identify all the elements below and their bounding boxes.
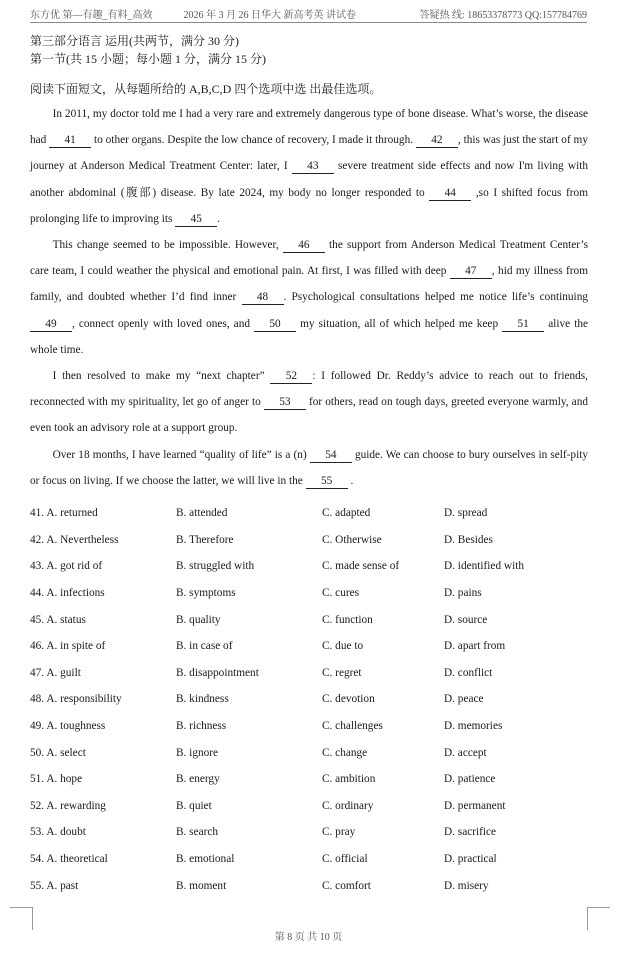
option-choice[interactable]: C. challenges <box>322 720 383 733</box>
section-title: 第三部分语言 运用(共两节，满分 30 分) <box>30 34 239 48</box>
option-choice[interactable]: B. in case of <box>176 640 233 653</box>
answer-options <box>30 500 590 899</box>
crop-mark-left <box>10 907 33 930</box>
cloze-passage <box>30 101 588 494</box>
question-row <box>30 819 590 846</box>
option-choice[interactable]: D. misery <box>444 879 489 892</box>
blank-52[interactable]: 52 <box>270 369 312 384</box>
option-choice[interactable]: C. due to <box>322 640 364 653</box>
option-choice[interactable]: D. permanent <box>444 799 506 812</box>
option-choice[interactable]: C. adapted <box>322 507 371 520</box>
option-choice[interactable]: D. apart from <box>444 640 506 653</box>
option-choice[interactable]: C. regret <box>322 666 362 679</box>
option-choice[interactable]: D. pains <box>444 587 482 600</box>
option-choice[interactable]: B. moment <box>176 879 227 892</box>
option-choice[interactable]: B. kindness <box>176 693 229 706</box>
option-choice[interactable]: D. conflict <box>444 666 493 679</box>
option-choice[interactable]: C. change <box>322 746 368 759</box>
passage-paragraph <box>30 363 588 442</box>
option-choice[interactable]: 52. A. rewarding <box>30 799 106 812</box>
blank-49[interactable]: 49 <box>30 317 72 332</box>
option-choice[interactable]: B. quality <box>176 613 221 626</box>
option-choice[interactable]: B. quiet <box>176 799 212 812</box>
option-choice[interactable]: D. identified with <box>444 560 525 573</box>
option-choice[interactable]: D. accept <box>444 746 487 759</box>
passage-text: . Psychological consultations helped me notice life’s continuing <box>283 291 588 304</box>
option-choice[interactable]: B. attended <box>176 507 228 520</box>
option-choice[interactable]: 45. A. status <box>30 613 86 626</box>
blank-55[interactable]: 55 <box>306 474 348 489</box>
option-choice[interactable]: B. symptoms <box>176 587 236 600</box>
option-choice[interactable]: 43. A. got rid of <box>30 560 103 573</box>
option-choice[interactable]: 47. A. guilt <box>30 666 81 679</box>
option-choice[interactable]: B. struggled with <box>176 560 255 573</box>
blank-48[interactable]: 48 <box>242 290 284 305</box>
option-choice[interactable]: 53. A. doubt <box>30 826 86 839</box>
question-row <box>30 766 590 793</box>
passage-text: to other organs. Despite the low chance of recovery, I made it through. <box>91 134 416 147</box>
option-choice[interactable]: B. disappointment <box>176 666 259 679</box>
question-row <box>30 553 590 580</box>
passage-paragraph <box>30 232 588 363</box>
question-row <box>30 713 590 740</box>
header-left-text: 东方优 第—有趣_有料_高效 <box>30 10 153 21</box>
option-choice[interactable]: 50. A. select <box>30 746 86 759</box>
option-choice[interactable]: 42. A. Nevertheless <box>30 533 119 546</box>
option-choice[interactable]: B. emotional <box>176 853 235 866</box>
question-row <box>30 686 590 713</box>
passage-text: I then resolved to make my “next chapter” <box>52 370 271 383</box>
passage-text: , hid my illness from family, and doubted whether I’d find inner <box>30 265 588 304</box>
question-row <box>30 660 590 687</box>
option-choice[interactable]: C. comfort <box>322 879 371 892</box>
passage-paragraph <box>30 442 588 494</box>
option-choice[interactable]: B. Therefore <box>176 533 234 546</box>
passage-text: Over 18 months, I have learned “quality of life” is a (n) <box>52 448 310 461</box>
option-choice[interactable]: C. pray <box>322 826 356 839</box>
option-choice[interactable]: D. Besides <box>444 533 493 546</box>
crop-mark-right <box>587 907 610 930</box>
header-exam-title: 2026 年 3 月 26 日华大 新高考英 讲试卷 <box>183 10 356 21</box>
passage-text: alive the whole time. <box>30 317 588 356</box>
option-choice[interactable]: D. practical <box>444 853 497 866</box>
option-choice[interactable]: D. sacrifice <box>444 826 497 839</box>
option-choice[interactable]: C. ambition <box>322 773 376 786</box>
blank-47[interactable]: 47 <box>450 264 492 279</box>
passage-text: for others, read on tough days, greeted everyone warmly, and even took an advisory role at a support group. <box>30 396 588 435</box>
option-choice[interactable]: C. official <box>322 853 368 866</box>
passage-text: : I followed Dr. Reddy’s advice to reach out to friends, reconnected with my spirituality, let go of anger to <box>30 370 588 409</box>
blank-51[interactable]: 51 <box>502 317 544 332</box>
passage-text: . <box>217 212 221 225</box>
blank-41[interactable]: 41 <box>49 133 91 148</box>
blank-45[interactable]: 45 <box>175 212 217 227</box>
passage-text: ,so I shifted focus from prolonging life to improving its <box>30 186 588 225</box>
option-choice[interactable]: 54. A. theoretical <box>30 853 108 866</box>
header-contact: 答疑热 线: 18653378773 QQ:157784769 <box>419 10 587 21</box>
blank-53[interactable]: 53 <box>264 395 306 410</box>
passage-text: In 2011, my doctor told me I had a very rare and extremely dangerous type of bone disease. What’s worse, the disease had <box>30 108 588 147</box>
option-choice[interactable]: D. spread <box>444 507 488 520</box>
option-choice[interactable]: B. search <box>176 826 219 839</box>
passage-paragraph <box>30 101 588 232</box>
blank-46[interactable]: 46 <box>283 238 325 253</box>
passage-text: guide. We can choose to bury ourselves in self-pity or focus on living. If we choose the latter, we will live in the <box>30 448 588 487</box>
question-row <box>30 606 590 633</box>
option-choice[interactable]: C. Otherwise <box>322 533 382 546</box>
passage-text: my situation, all of which helped me keep <box>296 317 503 330</box>
passage-text: , this was just the start of my journey at Anderson Medical Treatment Center: later, I <box>30 134 588 173</box>
page-header <box>30 6 587 23</box>
option-choice[interactable]: B. ignore <box>176 746 219 759</box>
option-choice[interactable]: 41. A. returned <box>30 507 98 520</box>
option-choice[interactable]: C. function <box>322 613 373 626</box>
page-number: 第 8 页 共 10 页 <box>274 932 343 943</box>
option-choice[interactable]: C. cures <box>322 587 360 600</box>
blank-42[interactable]: 42 <box>416 133 458 148</box>
option-choice[interactable]: 51. A. hope <box>30 773 83 786</box>
question-row <box>30 872 590 899</box>
option-choice[interactable]: D. patience <box>444 773 496 786</box>
option-choice[interactable]: 55. A. past <box>30 879 79 892</box>
question-row <box>30 793 590 820</box>
subsection-title: 第一节(共 15 小题；每小题 1 分，满分 15 分) <box>30 52 266 66</box>
blank-50[interactable]: 50 <box>254 317 296 332</box>
passage-text: the support from Anderson Medical Treatment Center’s care team, I could weather the physical and emotional pain. At first, I was filled with deep <box>30 239 588 278</box>
option-choice[interactable]: C. devotion <box>322 693 375 706</box>
option-choice[interactable]: C. ordinary <box>322 799 374 812</box>
question-row <box>30 500 590 527</box>
question-row <box>30 580 590 607</box>
passage-text: This change seemed to be impossible. However, <box>52 239 283 252</box>
question-row <box>30 846 590 873</box>
instruction: 阅读下面短文，从每题所给的 A,B,C,D 四个选项中选 出最佳选项。 <box>30 82 382 96</box>
question-row <box>30 739 590 766</box>
option-choice[interactable]: 44. A. infections <box>30 587 105 600</box>
passage-text: . <box>347 474 354 487</box>
option-choice[interactable]: 46. A. in spite of <box>30 640 106 653</box>
option-choice[interactable]: B. energy <box>176 773 220 786</box>
option-choice[interactable]: 49. A. toughness <box>30 720 106 733</box>
option-choice[interactable]: D. source <box>444 613 488 626</box>
option-choice[interactable]: D. memories <box>444 720 503 733</box>
passage-text: , connect openly with loved ones, and <box>72 317 255 330</box>
option-choice[interactable]: D. peace <box>444 693 484 706</box>
option-choice[interactable]: C. made sense of <box>322 560 400 573</box>
option-choice[interactable]: B. richness <box>176 720 227 733</box>
blank-43[interactable]: 43 <box>292 159 334 174</box>
blank-54[interactable]: 54 <box>310 448 352 463</box>
option-choice[interactable]: 48. A. responsibility <box>30 693 122 706</box>
passage-text: severe treatment side effects and now I'm living with another abdominal (腹部) disease. By late 2024, my body no longer responded to <box>30 160 588 199</box>
blank-44[interactable]: 44 <box>429 186 471 201</box>
question-row <box>30 527 590 554</box>
question-row <box>30 633 590 660</box>
